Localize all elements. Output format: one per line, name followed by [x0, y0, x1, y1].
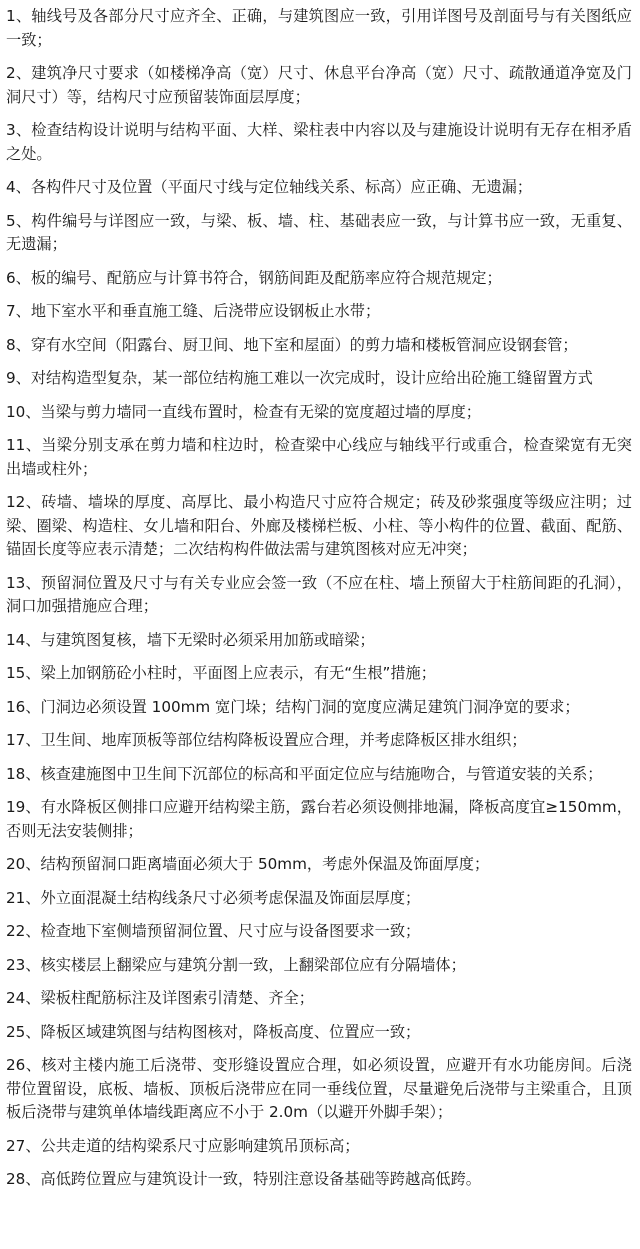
checklist-item-14: 14、与建筑图复核，墙下无梁时必须采用加筋或暗梁； [6, 630, 375, 649]
checklist-item-6: 6、板的编号、配筋应与计算书符合，钢筋间距及配筋率应符合规范规定； [6, 268, 502, 287]
checklist-item-1: 1、轴线号及各部分尺寸应齐全、正确，与建筑图应一致，引用详图号及剖面号与有关图纸应一致； [6, 7, 632, 49]
checklist-item-27: 27、公共走道的结构梁系尺寸应影响建筑吊顶标高； [6, 1136, 360, 1155]
checklist-item-15: 15、梁上加钢筋砼小柱时，平面图上应表示，有无“生根”措施； [6, 664, 436, 682]
checklist-item-17: 17、卫生间、地库顶板等部位结构降板设置应合理，并考虑降板区排水组织； [6, 731, 527, 749]
checklist-item-10: 10、当梁与剪力墙同一直线布置时，检查有无梁的宽度超过墙的厚度； [6, 402, 481, 421]
checklist-item-9: 9、对结构造型复杂，某一部位结构施工难以一次完成时，设计应给出砼施工缝留置方式 [6, 369, 593, 387]
checklist-item-18: 18、核查建施图中卫生间下沉部位的标高和平面定位应与结施吻合，与管道安装的关系； [6, 764, 603, 783]
checklist-item-8: 8、穿有水空间（阳露台、厨卫间、地下室和屋面）的剪力墙和楼板管洞应设钢套管； [6, 335, 578, 354]
checklist-item-24: 24、梁板柱配筋标注及详图索引清楚、齐全； [6, 989, 314, 1007]
checklist-item-26: 26、核对主楼内施工后浇带、变形缝设置应合理，如必须设置，应避开有水功能房间。后浇带位置留设，底板、墙板、顶板后浇带应在同一垂线位置，尽量避免后浇带与主梁重合，且顶板后浇带与建筑单体墙线距离应不小于 2.0m（以避开外脚手架）； [6, 1056, 632, 1121]
checklist-item-5: 5、构件编号与详图应一致，与梁、板、墙、柱、基础表应一致，与计算书应一致，无重复、无遗漏； [6, 211, 632, 253]
checklist-item-25: 25、降板区域建筑图与结构图核对，降板高度、位置应一致； [6, 1022, 421, 1041]
checklist-item-11: 11、当梁分别支承在剪力墙和柱边时，检查梁中心线应与轴线平行或重合，检查梁宽有无突出墙或柱外； [6, 436, 632, 478]
checklist-item-21: 21、外立面混凝土结构线条尺寸必须考虑保温及饰面层厚度； [6, 888, 421, 907]
checklist-item-23: 23、核实楼层上翻梁应与建筑分割一致，上翻梁部位应有分隔墙体； [6, 955, 466, 974]
checklist-item-4: 4、各构件尺寸及位置（平面尺寸线与定位轴线关系、标高）应正确、无遗漏； [6, 178, 533, 196]
checklist-item-16: 16、门洞边必须设置 100mm 宽门垛；结构门洞的宽度应满足建筑门洞净宽的要求； [6, 697, 580, 716]
checklist-item-20: 20、结构预留洞口距离墙面必须大于 50mm，考虑外保温及饰面厚度； [6, 855, 490, 873]
checklist-item-19: 19、有水降板区侧排口应避开结构梁主筋，露台若必须设侧排地漏，降板高度宜≥150mm，否则无法安装侧排； [6, 798, 632, 840]
checklist-item-12: 12、砖墙、墙垛的厚度、高厚比、最小构造尺寸应符合规定；砖及砂浆强度等级应注明；过梁、圈梁、构造柱、女儿墙和阳台、外廊及楼梯栏板、小柱、等小构件的位置、截面、配筋、锚固长度等应表示清楚；二次结构构件做法需与建筑图核对应无冲突； [6, 493, 632, 558]
checklist-item-7: 7、地下室水平和垂直施工缝、后浇带应设钢板止水带； [6, 302, 381, 320]
checklist-item-13: 13、预留洞位置及尺寸与有关专业应会签一致（不应在柱、墙上预留大于柱筋间距的孔洞），洞口加强措施应合理； [6, 573, 632, 615]
checklist-item-2: 2、建筑净尺寸要求（如楼梯净高（宽）尺寸、休息平台净高（宽）尺寸、疏散通道净宽及门洞尺寸）等，结构尺寸应预留装饰面层厚度； [6, 64, 632, 106]
checklist-item-22: 22、检查地下室侧墙预留洞位置、尺寸应与设备图要求一致； [6, 922, 421, 940]
checklist-item-3: 3、检查结构设计说明与结构平面、大样、梁柱表中内容以及与建施设计说明有无存在相矛盾之处。 [6, 121, 632, 163]
checklist-item-28: 28、高低跨位置应与建筑设计一致，特别注意设备基础等跨越高低跨。 [6, 1170, 481, 1188]
